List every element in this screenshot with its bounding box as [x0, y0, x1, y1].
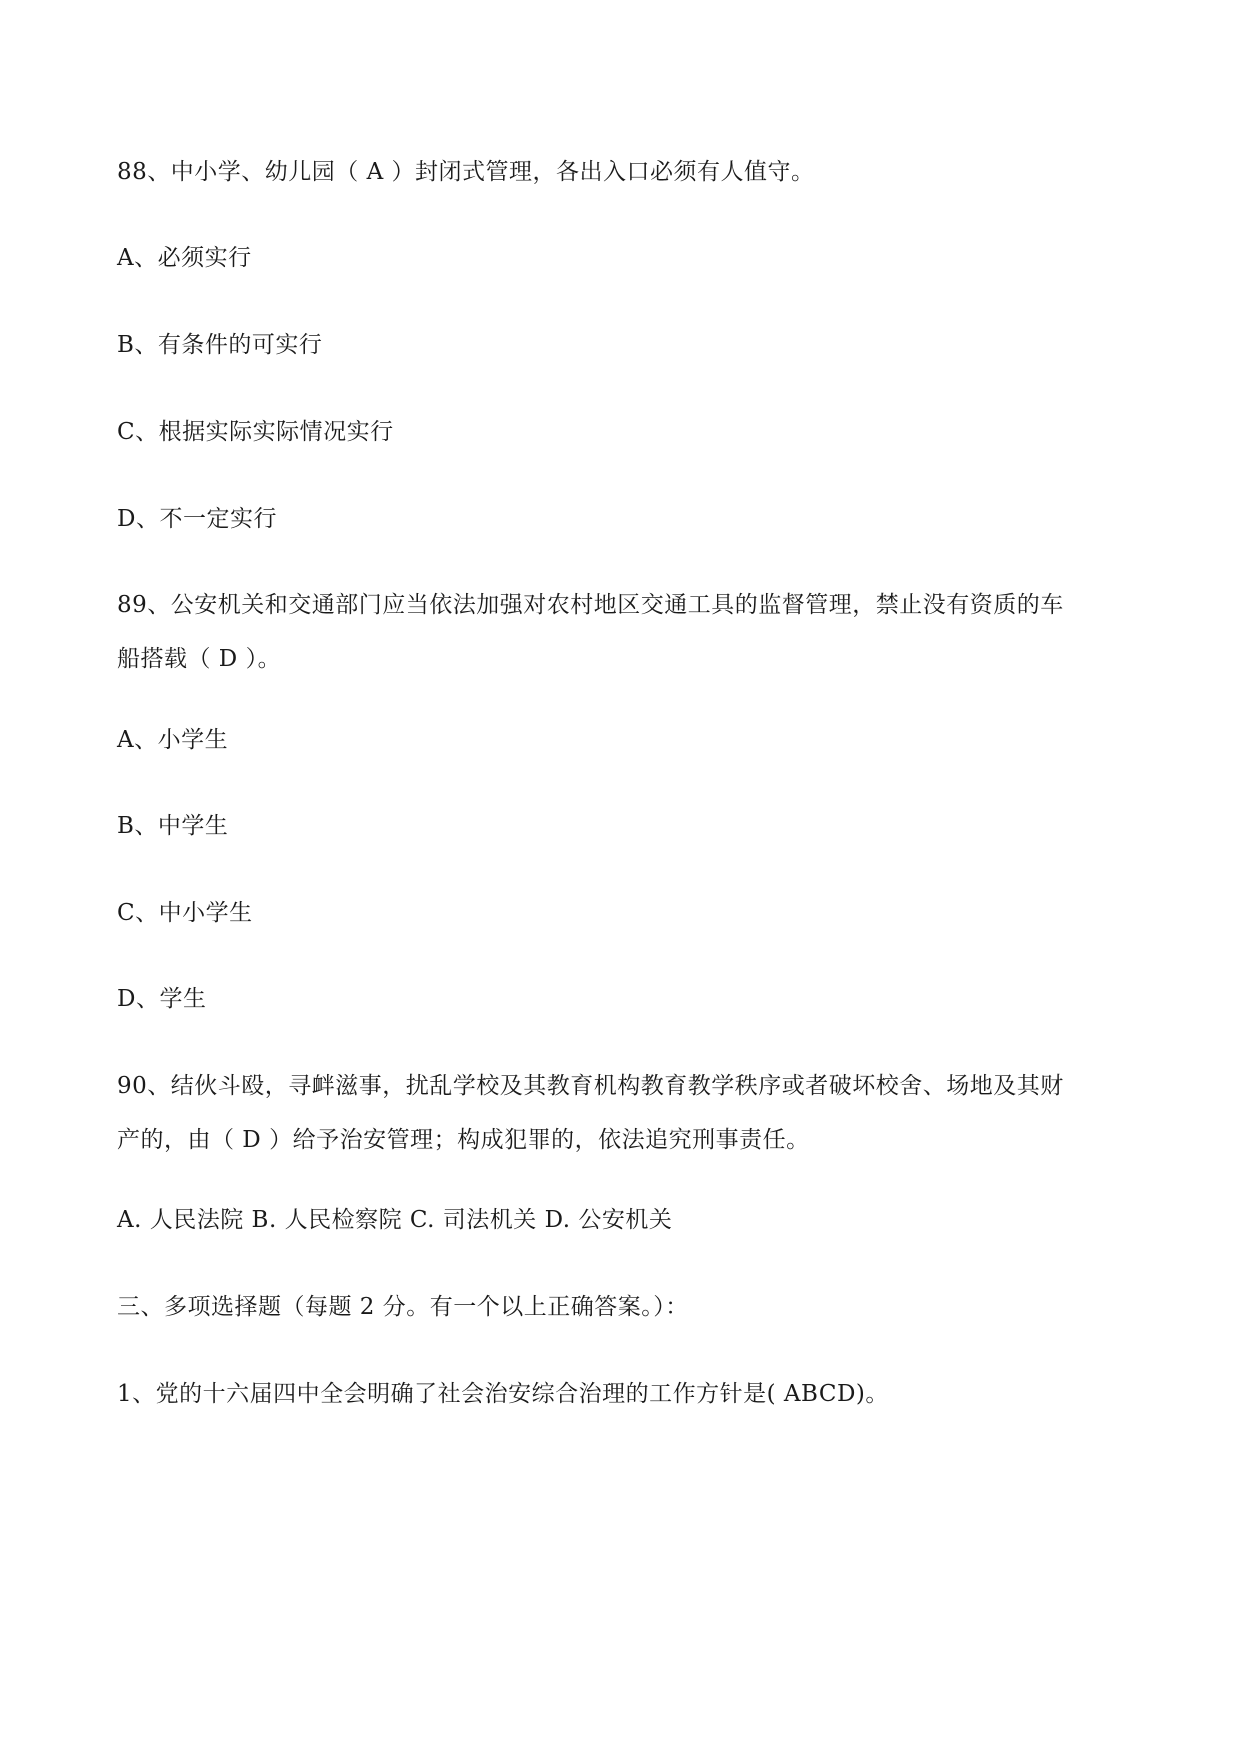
question-90-line-2: 产的，由（ D ）给予治安管理；构成犯罪的，依法追究刑事责任。 [117, 1127, 810, 1153]
section-3-heading: 三、多项选择题（每题 2 分。有一个以上正确答案。）： [117, 1294, 689, 1320]
question-88: 88、中小学、幼儿园（ A ）封闭式管理，各出入口必须有人值守。 [117, 159, 815, 185]
question-89-line-1: 89、公安机关和交通部门应当依法加强对农村地区交通工具的监督管理，禁止没有资质的车 [117, 592, 1064, 618]
question-90-line-1: 90、结伙斗殴，寻衅滋事，扰乱学校及其教育机构教育教学秩序或者破坏校舍、场地及其财 [117, 1073, 1064, 1099]
q88-option-d: D、不一定实行 [117, 506, 277, 532]
q89-option-d: D、学生 [117, 986, 207, 1012]
q89-option-a: A、小学生 [117, 727, 229, 753]
q88-option-b: B、有条件的可实行 [117, 332, 323, 358]
q88-option-c: C、根据实际实际情况实行 [117, 419, 394, 445]
question-90 [117, 1059, 1127, 1167]
q90-options: A. 人民法院 B. 人民检察院 C. 司法机关 D. 公安机关 [117, 1207, 673, 1233]
q88-option-a: A、必须实行 [117, 245, 252, 271]
q89-option-c: C、中小学生 [117, 900, 253, 926]
section-3-question-1: 1、党的十六届四中全会明确了社会治安综合治理的工作方针是( ABCD)。 [117, 1381, 889, 1407]
question-89-line-2: 船搭载（ D ）。 [117, 646, 282, 672]
question-89 [117, 578, 1127, 686]
q89-option-b: B、中学生 [117, 813, 229, 839]
